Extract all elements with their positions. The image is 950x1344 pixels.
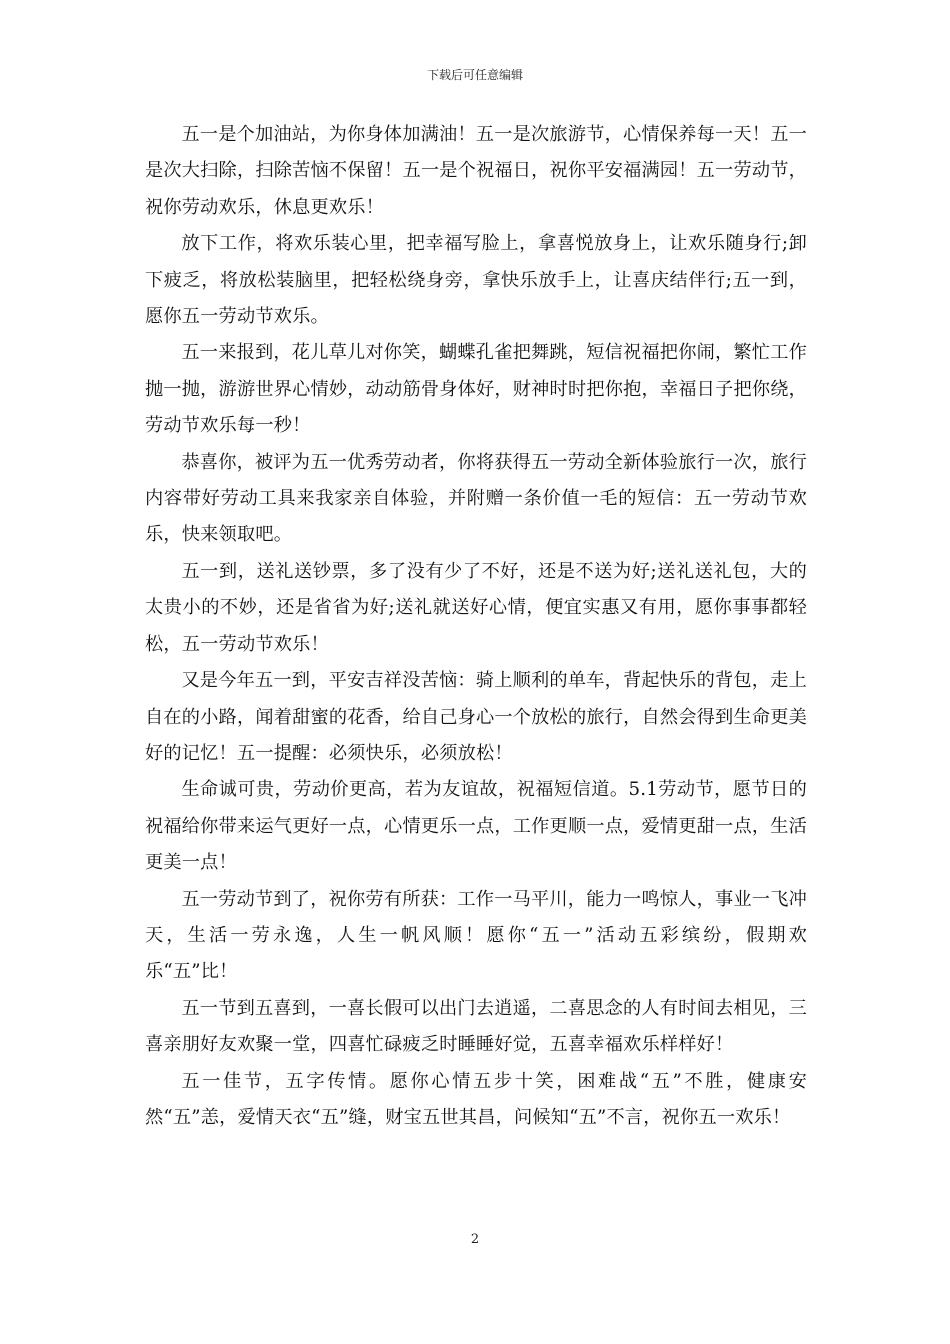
paragraph: 五一来报到，花儿草儿对你笑，蝴蝶孔雀把舞跳，短信祝福把你闹，繁忙工作抛一抛，游游世界心情妙，动动筋骨身体好，财神时时把你抱，幸福日子把你绕，劳动节欢乐每一秒！: [145, 342, 807, 437]
paragraph: 五一佳节，五字传情。愿你心情五步十笑，困难战“五”不胜，健康安然“五”恙，爱情天衣“五”缝，财宝五世其昌，问候知“五”不言，祝你五一欢乐！: [145, 1070, 807, 1128]
paragraph: 五一是个加油站，为你身体加满油！五一是次旅游节，心情保养每一天！五一是次大扫除，扫除苦恼不保留！五一是个祝福日，祝你平安福满园！五一劳动节，祝你劳动欢乐，休息更欢乐！: [145, 124, 807, 218]
document-body: [145, 117, 807, 1136]
paragraph: 生命诚可贵，劳动价更高，若为友谊故，祝福短信道。5.1劳动节，愿节日的祝福给你带来运气更好一点，心情更乐一点，工作更顺一点，爱情更甜一点，生活更美一点！: [145, 779, 807, 874]
paragraph: 恭喜你，被评为五一优秀劳动者，你将获得五一劳动全新体验旅行一次，旅行内容带好劳动工具来我家亲自体验，并附赠一条价值一毛的短信：五一劳动节欢乐，快来领取吧。: [145, 451, 807, 546]
paragraph: 五一节到五喜到，一喜长假可以出门去逍遥，二喜思念的人有时间去相见，三喜亲朋好友欢聚一堂，四喜忙碌疲乏时睡睡好觉，五喜幸福欢乐样样好！: [145, 997, 807, 1056]
paragraph: 放下工作，将欢乐装心里，把幸福写脸上，拿喜悦放身上，让欢乐随身行;卸下疲乏，将放松装脑里，把轻松绕身旁，拿快乐放手上，让喜庆结伴行;五一到，愿你五一劳动节欢乐。: [145, 233, 807, 328]
page-number: 2: [470, 1232, 480, 1247]
paragraph: 五一到，送礼送钞票，多了没有少了不好，还是不送为好;送礼送礼包，大的太贵小的不妙，还是省省为好;送礼就送好心情，便宜实惠又有用，愿你事事都轻松，五一劳动节欢乐！: [145, 560, 807, 655]
page-header: 下载后可任意编辑: [426, 68, 523, 82]
paragraph: 五一劳动节到了，祝你劳有所获：工作一马平川，能力一鸣惊人，事业一飞冲天，生活一劳永逸，人生一帆风顺！愿你“五一”活动五彩缤纷，假期欢乐“五”比！: [145, 888, 807, 983]
paragraph: 又是今年五一到，平安吉祥没苦恼：骑上顺利的单车，背起快乐的背包，走上自在的小路，闻着甜蜜的花香，给自己身心一个放松的旅行，自然会得到生命更美好的记忆！五一提醒：必须快乐，必须放松！: [145, 670, 807, 764]
